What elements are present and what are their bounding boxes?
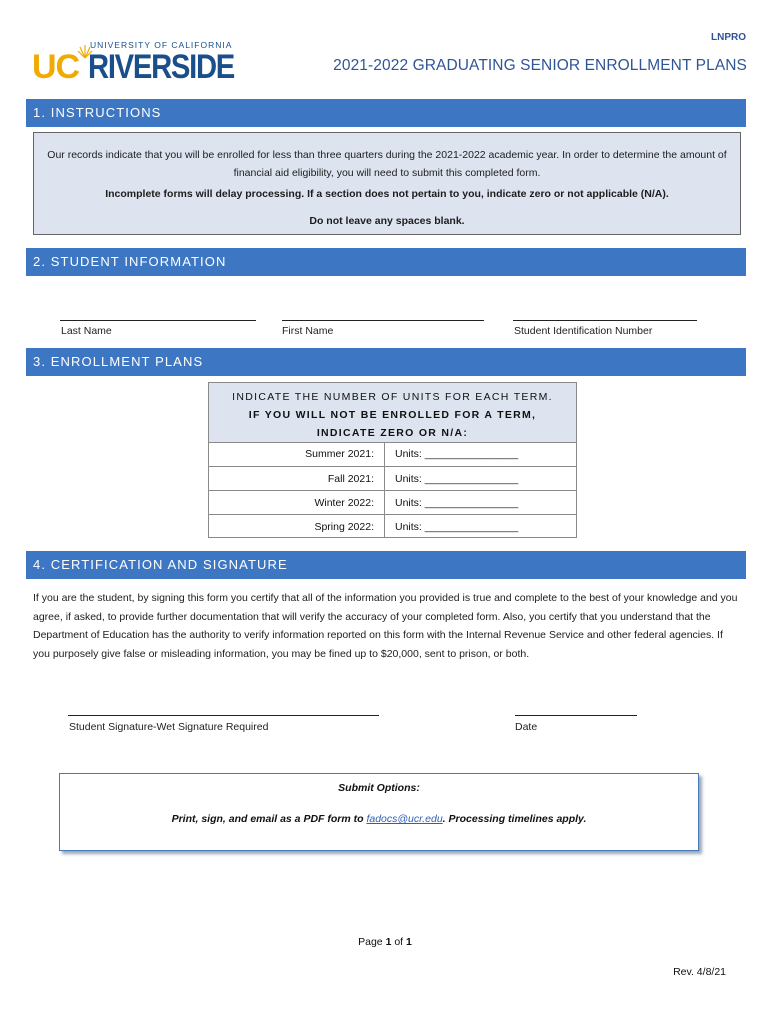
last-name-field[interactable]	[60, 320, 256, 321]
submit-text-after: . Processing timelines apply.	[442, 813, 587, 825]
enrollment-table	[208, 382, 577, 538]
submit-options-box	[59, 773, 699, 851]
section-certification-header: 4. CERTIFICATION AND SIGNATURE	[26, 551, 746, 579]
submit-text-before: Print, sign, and email as a PDF form to	[171, 813, 367, 825]
enrollment-instruction-3: INDICATE ZERO OR N/A:	[316, 427, 469, 439]
first-name-field[interactable]	[282, 320, 484, 321]
page-number: Page 1 of 1	[358, 936, 412, 948]
instructions-box	[33, 132, 741, 235]
date-label: Date	[515, 721, 538, 733]
ucr-logo	[32, 40, 242, 88]
instructions-warning: Incomplete forms will delay processing. If a section does not pertain to you, indicate zero or not applicable (N/A).	[105, 188, 669, 200]
table-row	[209, 466, 576, 490]
student-signature-field[interactable]	[68, 715, 379, 716]
enrollment-instruction-1: INDICATE THE NUMBER OF UNITS FOR EACH TERM.	[232, 391, 553, 403]
last-name-label: Last Name	[61, 325, 112, 337]
section-instructions-header: 1. INSTRUCTIONS	[26, 99, 746, 127]
first-name-label: First Name	[282, 325, 334, 337]
units-field[interactable]: Units: ________________	[395, 497, 519, 509]
email-link[interactable]: fadocs@ucr.edu	[366, 813, 443, 825]
term-label: Summer 2021:	[305, 448, 374, 460]
table-row	[209, 490, 576, 514]
units-field[interactable]: Units: ________________	[395, 448, 519, 460]
units-field[interactable]: Units: ________________	[395, 473, 519, 485]
term-label: Fall 2021:	[327, 473, 374, 485]
date-field[interactable]	[515, 715, 637, 716]
instructions-text: Our records indicate that you will be enrolled for less than three quarters during the 2021-2022 academic year. In order to determine the amount of financial aid eligibility, you will need to submit this completed form.	[47, 149, 727, 179]
enrollment-instruction-2: IF YOU WILL NOT BE ENROLLED FOR A TERM,	[248, 409, 537, 421]
student-id-label: Student Identification Number	[514, 325, 653, 337]
table-row	[209, 514, 576, 538]
student-signature-label: Student Signature-Wet Signature Required	[69, 721, 269, 733]
submit-instructions	[60, 813, 698, 825]
units-field[interactable]: Units: ________________	[395, 521, 519, 533]
logo-uc: UC	[32, 48, 80, 86]
logo-subtitle: UNIVERSITY OF CALIFORNIA	[90, 40, 233, 50]
certification-text: If you are the student, by signing this form you certify that all of the information you provided is true and complete to the best of your knowledge and you agree, if asked, to provide further documentation that will verify the accuracy of your completed form. Also, you certify that you understand that the Department of Education has the authority to verify information reported on this form with the Internal Revenue Service and other federal agencies. If you purposely give false or misleading information, you may be fined up to $20,000, sent to prison, or both.	[33, 592, 738, 660]
document-title: 2021-2022 GRADUATING SENIOR ENROLLMENT PLANS	[333, 57, 747, 74]
revision-date: Rev. 4/8/21	[673, 966, 726, 978]
section-student-info-header: 2. STUDENT INFORMATION	[26, 248, 746, 276]
enrollment-table-header	[209, 383, 576, 443]
table-row	[209, 442, 576, 466]
section-enrollment-header: 3. ENROLLMENT PLANS	[26, 348, 746, 376]
submit-options-title: Submit Options:	[338, 782, 420, 794]
instructions-no-blanks: Do not leave any spaces blank.	[309, 215, 465, 227]
term-label: Winter 2022:	[314, 497, 374, 509]
logo-campus: RIVERSIDE	[88, 48, 234, 86]
form-code: LNPRO	[711, 32, 746, 43]
term-label: Spring 2022:	[314, 521, 374, 533]
student-id-field[interactable]	[513, 320, 697, 321]
